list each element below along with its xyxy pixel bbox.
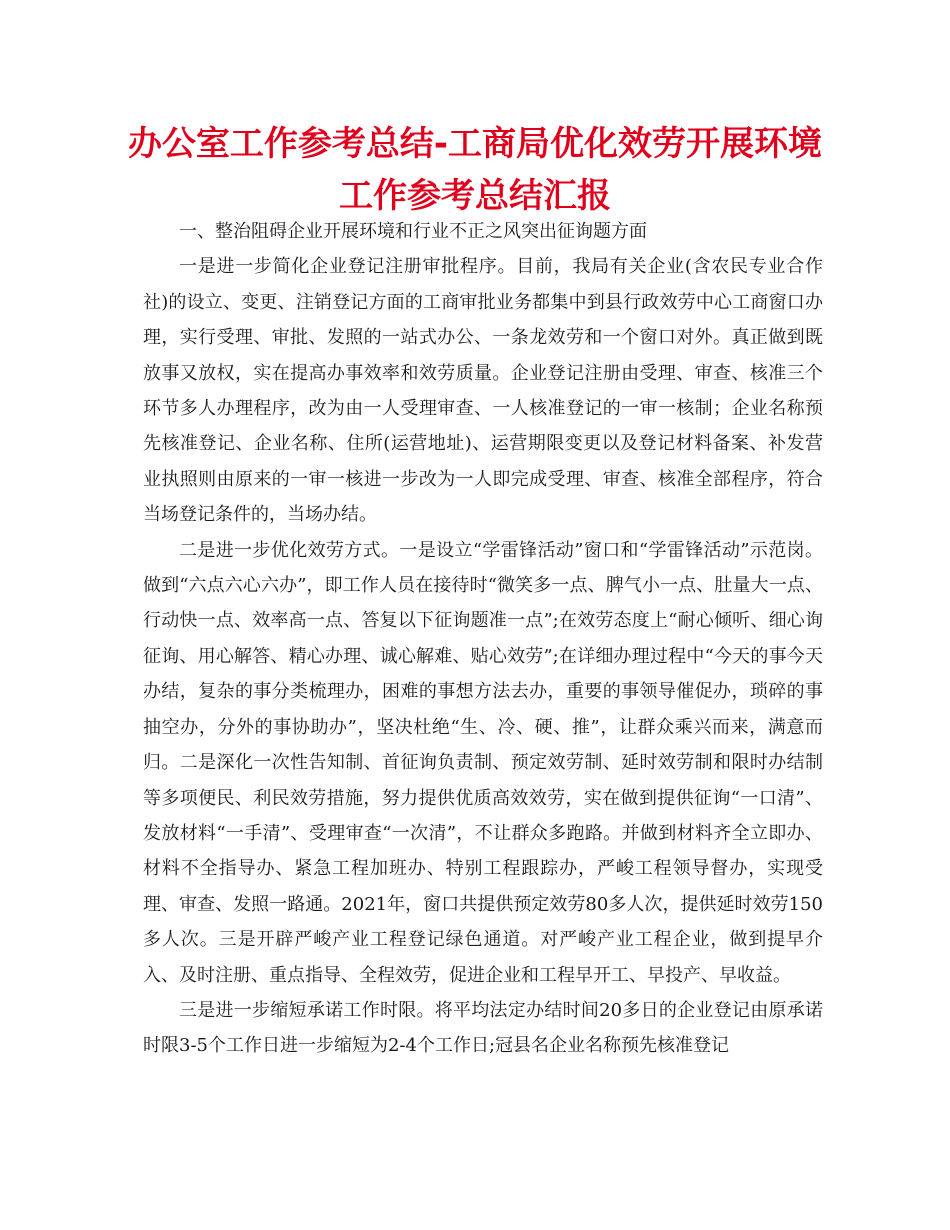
- section-heading: 一、整治阻碍企业开展环境和行业不正之风突出征询题方面: [179, 221, 647, 242]
- paragraph-3: 三是进一步缩短承诺工作时限。将平均法定办结时间20多日的企业登记由原承诺时限3-5个工作日进一步缩短为2-4个工作日;冠县名企业名称预先核准登记: [143, 999, 823, 1057]
- document-title: 办公室工作参考总结-工商局优化效劳开展环境工作参考总结汇报: [127, 124, 823, 216]
- paragraph-1: 一是进一步简化企业登记注册审批程序。目前，我局有关企业(含农民专业合作社)的设立、变更、注销登记方面的工商审批业务都集中到县行政效劳中心工商窗口办理，实行受理、审批、发照的一站式办公、一条龙效劳和一个窗口对外。真正做到既放事又放权，实在提高办事效率和效劳质量。企业登记注册由受理、审查、核准三个环节多人办理程序，改为由一人受理审查、一人核准登记的一审一核制；企业名称预先核准登记、企业名称、住所(运营地址)、运营期限变更以及登记材料备案、补发营业执照则由原来的一审一核进一步改为一人即完成受理、审查、核准全部程序，符合当场登记条件的，当场办结。: [143, 256, 823, 526]
- paragraph-2: 二是进一步优化效劳方式。一是设立“学雷锋活动”窗口和“学雷锋活动”示范岗。做到“六点六心六办”，即工作人员在接待时“微笑多一点、脾气小一点、肚量大一点、行动快一点、效率高一点、答复以下征询题准一点”;在效劳态度上“耐心倾听、细心询征询、用心解答、精心办理、诚心解难、贴心效劳”;在详细办理过程中“今天的事今天办结，复杂的事分类梳理办，困难的事想方法去办，重要的事领导催促办，琐碎的事抽空办，分外的事协助办”，坚决杜绝“生、冷、硬、推”，让群众乘兴而来，满意而归。二是深化一次性告知制、首征询负责制、预定效劳制、延时效劳制和限时办结制等多项便民、利民效劳措施，努力提供优质高效效劳，实在做到提供征询“一口清”、发放材料“一手清”、受理审查“一次清”，不让群众多跑路。并做到材料齐全立即办、材料不全指导办、紧急工程加班办、特别工程跟踪办，严峻工程领导督办，实现受理、审查、发照一路通。2021年，窗口共提供预定效劳80多人次，提供延时效劳150多人次。三是开辟严峻产业工程登记绿色通道。对严峻产业工程企业，做到提早介入、及时注册、重点指导、全程效劳，促进企业和工程早开工、早投产、早收益。: [143, 539, 823, 986]
- document-body: [143, 214, 823, 1064]
